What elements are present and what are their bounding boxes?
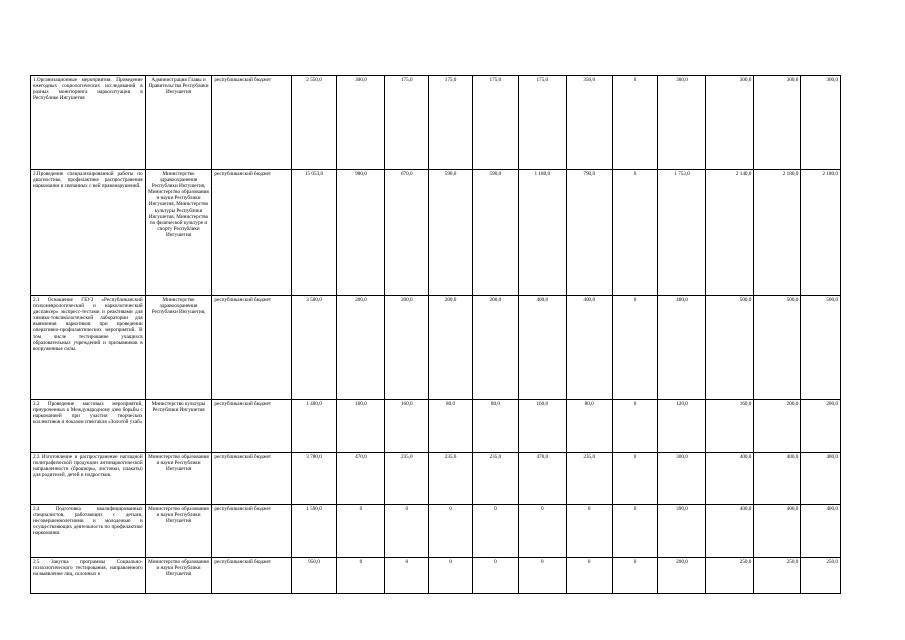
funding-source-cell: республиканский бюджет xyxy=(212,296,291,400)
amount-cell: 3 500,0 xyxy=(291,296,337,400)
amount-cell: 235,0 xyxy=(429,453,473,505)
amount-cell: 300,0 xyxy=(706,76,754,170)
amount-cell: 950,0 xyxy=(291,558,337,594)
amount-cell: 200,0 xyxy=(754,400,801,453)
amount-cell: 300,0 xyxy=(658,76,706,170)
executor-cell: Министерство образования и науки Республики Ингушетия xyxy=(145,558,212,594)
executor-cell: Министерство образования и науки Республики Ингушетия xyxy=(145,505,212,558)
amount-cell: 200,0 xyxy=(385,296,429,400)
activity-cell: 2.5 Закупка программы Социально-психологического тестирования, направленного на выявление лиц, склонных к xyxy=(31,558,146,594)
amount-cell: 0 xyxy=(429,558,473,594)
funding-source-cell: республиканский бюджет xyxy=(212,558,291,594)
amount-cell: 80,0 xyxy=(429,400,473,453)
amount-cell: 0 xyxy=(472,505,518,558)
amount-cell: 15 053,0 xyxy=(291,170,337,296)
amount-cell: 400,0 xyxy=(801,453,841,505)
amount-cell: 0 xyxy=(612,296,658,400)
amount-cell: 175,0 xyxy=(385,76,429,170)
amount-cell: 0 xyxy=(385,558,429,594)
table-row xyxy=(31,76,841,170)
amount-cell: 3 780,0 xyxy=(291,453,337,505)
executor-cell: Министерство культуры Республики Ингушетия xyxy=(145,400,212,453)
amount-cell: 1 753,0 xyxy=(658,170,706,296)
amount-cell: 350,0 xyxy=(566,76,612,170)
amount-cell: 175,0 xyxy=(429,76,473,170)
amount-cell: 300,0 xyxy=(658,453,706,505)
amount-cell: 400,0 xyxy=(518,296,566,400)
amount-cell: 1 590,0 xyxy=(291,505,337,558)
amount-cell: 250,0 xyxy=(801,558,841,594)
amount-cell: 200,0 xyxy=(658,558,706,594)
table-row xyxy=(31,453,841,505)
amount-cell: 0 xyxy=(612,505,658,558)
activity-cell: 2.4 Подготовка квалифицированных специалистов, работающих с детьми, несовершеннолетними и молодежью и осуществляющих деятельность по профилактике наркомании. xyxy=(31,505,146,558)
amount-cell: 200,0 xyxy=(337,296,385,400)
amount-cell: 0 xyxy=(612,400,658,453)
amount-cell: 590,0 xyxy=(472,170,518,296)
amount-cell: 400,0 xyxy=(706,453,754,505)
amount-cell: 160,0 xyxy=(385,400,429,453)
program-table xyxy=(30,75,841,594)
activity-cell: 2.1 Оснащение ГБУЗ «Республиканский психоневрологический и наркологический диспансер» экспресс-тестами и реактивами для химико-токсикологической лаборатории для выявления наркотиков при проведении оперативно-профилактических мероприятий. В том числе тестирование учащихся образовательных учреждений и призывников в вооруженные силы. xyxy=(31,296,146,400)
amount-cell: 470,0 xyxy=(337,453,385,505)
amount-cell: 500,0 xyxy=(706,296,754,400)
amount-cell: 500,0 xyxy=(801,296,841,400)
amount-cell: 500,0 xyxy=(754,296,801,400)
amount-cell: 2 550,0 xyxy=(291,76,337,170)
amount-cell: 400,0 xyxy=(658,296,706,400)
amount-cell: 0 xyxy=(337,558,385,594)
amount-cell: 400,0 xyxy=(566,296,612,400)
amount-cell: 160,0 xyxy=(518,400,566,453)
amount-cell: 0 xyxy=(472,558,518,594)
activity-cell: 2.Проведение специализированной работы по диагностике, профилактике распространения наркомании и связанных с ней правонарушений. xyxy=(31,170,146,296)
executor-cell: Министерство образования и науки Республики Ингушетия xyxy=(145,453,212,505)
amount-cell: 300,0 xyxy=(337,76,385,170)
amount-cell: 250,0 xyxy=(706,558,754,594)
amount-cell: 175,0 xyxy=(518,76,566,170)
amount-cell: 0 xyxy=(566,505,612,558)
amount-cell: 0 xyxy=(612,558,658,594)
amount-cell: 790,0 xyxy=(566,170,612,296)
amount-cell: 470,0 xyxy=(518,453,566,505)
amount-cell: 160,0 xyxy=(706,400,754,453)
executor-cell: Администрация Главы и Правительства Республики Ингушетия xyxy=(145,76,212,170)
amount-cell: 980,0 xyxy=(337,170,385,296)
table-row xyxy=(31,505,841,558)
amount-cell: 400,0 xyxy=(706,505,754,558)
amount-cell: 0 xyxy=(518,505,566,558)
amount-cell: 0 xyxy=(612,76,658,170)
table-row xyxy=(31,170,841,296)
amount-cell: 0 xyxy=(566,558,612,594)
amount-cell: 235,0 xyxy=(472,453,518,505)
amount-cell: 590,0 xyxy=(429,170,473,296)
activity-cell: 1.Организационные мероприятия. Проведение ежегодных социологических исследований в разных мониторинга наркоситуации в Республике Ингушетия xyxy=(31,76,146,170)
amount-cell: 2 140,0 xyxy=(706,170,754,296)
amount-cell: 1 400,0 xyxy=(291,400,337,453)
amount-cell: 200,0 xyxy=(429,296,473,400)
amount-cell: 300,0 xyxy=(754,76,801,170)
amount-cell: 235,0 xyxy=(566,453,612,505)
funding-source-cell: республиканский бюджет xyxy=(212,505,291,558)
amount-cell: 250,0 xyxy=(754,558,801,594)
amount-cell: 80,0 xyxy=(472,400,518,453)
amount-cell: 120,0 xyxy=(658,400,706,453)
funding-source-cell: республиканский бюджет xyxy=(212,453,291,505)
funding-source-cell: республиканский бюджет xyxy=(212,170,291,296)
amount-cell: 80,0 xyxy=(566,400,612,453)
table-row xyxy=(31,400,841,453)
amount-cell: 300,0 xyxy=(801,76,841,170)
amount-cell: 0 xyxy=(429,505,473,558)
executor-cell: Министерство здравоохранения Республики Ингушетия, xyxy=(145,296,212,400)
amount-cell: 200,0 xyxy=(472,296,518,400)
amount-cell: 390,0 xyxy=(658,505,706,558)
amount-cell: 0 xyxy=(612,453,658,505)
amount-cell: 670,0 xyxy=(385,170,429,296)
amount-cell: 1 180,0 xyxy=(518,170,566,296)
amount-cell: 400,0 xyxy=(801,505,841,558)
amount-cell: 2 180,0 xyxy=(754,170,801,296)
funding-source-cell: республиканский бюджет xyxy=(212,76,291,170)
activity-cell: 2.2 Проведение массовых мероприятий, приуроченных к Международному дню борьбы с наркоманией при участии творческих коллективов и показом спектакля «Золотой ухаб» xyxy=(31,400,146,453)
amount-cell: 400,0 xyxy=(754,453,801,505)
executor-cell: Министерство здравоохранения Республики Ингушетия, Министерство образования и науки Республики Ингушетия, Министерство культуры Республики Ингушетия, Министерство по физической культуре и спорту Республики Ингушетия xyxy=(145,170,212,296)
amount-cell: 400,0 xyxy=(754,505,801,558)
amount-cell: 2 180,0 xyxy=(801,170,841,296)
table-row xyxy=(31,558,841,594)
table-row xyxy=(31,296,841,400)
amount-cell: 175,0 xyxy=(472,76,518,170)
amount-cell: 160,0 xyxy=(337,400,385,453)
amount-cell: 200,0 xyxy=(801,400,841,453)
amount-cell: 0 xyxy=(518,558,566,594)
amount-cell: 0 xyxy=(385,505,429,558)
funding-source-cell: республиканский бюджет xyxy=(212,400,291,453)
amount-cell: 235,0 xyxy=(385,453,429,505)
amount-cell: 0 xyxy=(612,170,658,296)
activity-cell: 2.3 Изготовление и распространение наглядной полиграфической продукции антинаркотической направленности (брошюры, листовки, плакаты) для родителей, детей и подростков. xyxy=(31,453,146,505)
amount-cell: 0 xyxy=(337,505,385,558)
